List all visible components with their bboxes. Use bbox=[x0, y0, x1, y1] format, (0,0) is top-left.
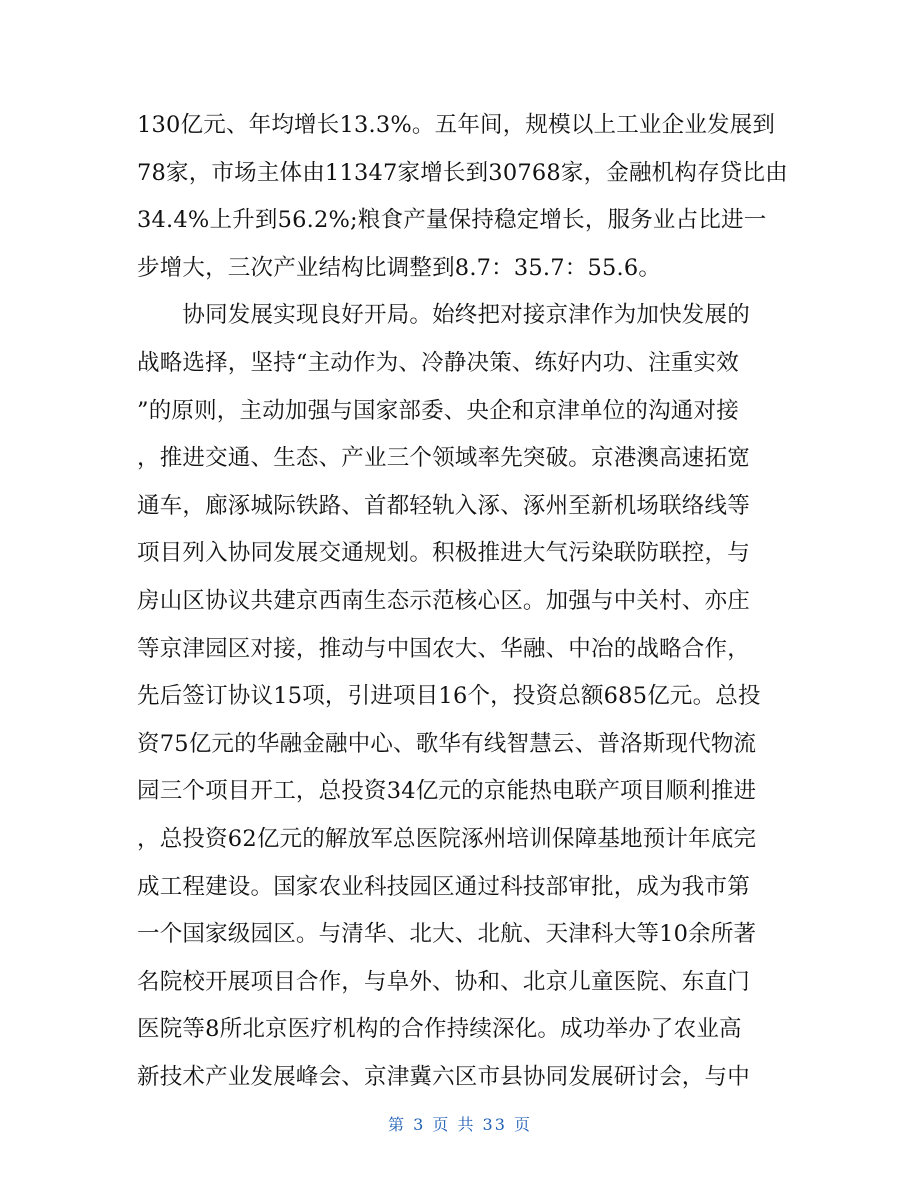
text-line: 新技术产业发展峰会、京津冀六区市县协同发展研讨会，与中 bbox=[137, 1063, 750, 1090]
text-line: ，推进交通、生态、产业三个领域率先突破。京港澳高速拓宽 bbox=[137, 445, 750, 472]
page-number-footer: 第 3 页 共 33 页 bbox=[388, 1115, 532, 1134]
text-line: 项目列入协同发展交通规划。积极推进大气污染联防联控，与 bbox=[137, 540, 750, 567]
text-line: 78家，市场主体由11347家增长到30768家，金融机构存贷比由 bbox=[137, 159, 788, 186]
text-line: 医院等8所北京医疗机构的合作持续深化。成功举办了农业高 bbox=[137, 1016, 742, 1043]
text-line: 130亿元、年均增长13.3%。五年间，规模以上工业企业发展到 bbox=[137, 112, 776, 138]
text-line: 一个国家级园区。与清华、北大、北航、天津科大等10余所著 bbox=[137, 921, 757, 948]
body-text bbox=[137, 102, 789, 1101]
text-line: ，总投资62亿元的解放军总医院涿州培训保障基地预计年底完 bbox=[137, 825, 757, 852]
text-line: 园三个项目开工，总投资34亿元的京能热电联产项目顺利推进 bbox=[137, 778, 757, 805]
text-line: 等京津园区对接，推动与中国农大、华融、中冶的战略合作， bbox=[137, 635, 750, 662]
text-line: 通车，廊涿城际铁路、首都轻轨入涿、涿州至新机场联络线等 bbox=[137, 492, 750, 519]
text-line: 资75亿元的华融金融中心、歌华有线智慧云、普洛斯现代物流 bbox=[137, 730, 757, 757]
text-line: ”的原则，主动加强与国家部委、央企和京津单位的沟通对接 bbox=[137, 397, 739, 424]
text-line: 战略选择，坚持“主动作为、冷静决策、练好内功、注重实效 bbox=[137, 349, 739, 376]
text-line: 成工程建设。国家农业科技园区通过科技部审批，成为我市第 bbox=[137, 873, 750, 900]
paragraph-start-line: 协同发展实现良好开局。始终把对接京津作为加快发展的 bbox=[137, 302, 750, 329]
text-line: 名院校开展项目合作，与阜外、协和、北京儿童医院、东直门 bbox=[137, 968, 750, 995]
text-line: 先后签订协议15项，引进项目16个，投资总额685亿元。总投 bbox=[137, 683, 761, 710]
text-line: 步增大，三次产业结构比调整到8.7：35.7：55.6。 bbox=[137, 254, 662, 281]
text-line: 房山区协议共建京西南生态示范核心区。加强与中关村、亦庄 bbox=[137, 587, 750, 614]
text-line: 34.4%上升到56.2%;粮食产量保持稳定增长，服务业占比进一 bbox=[137, 207, 767, 234]
